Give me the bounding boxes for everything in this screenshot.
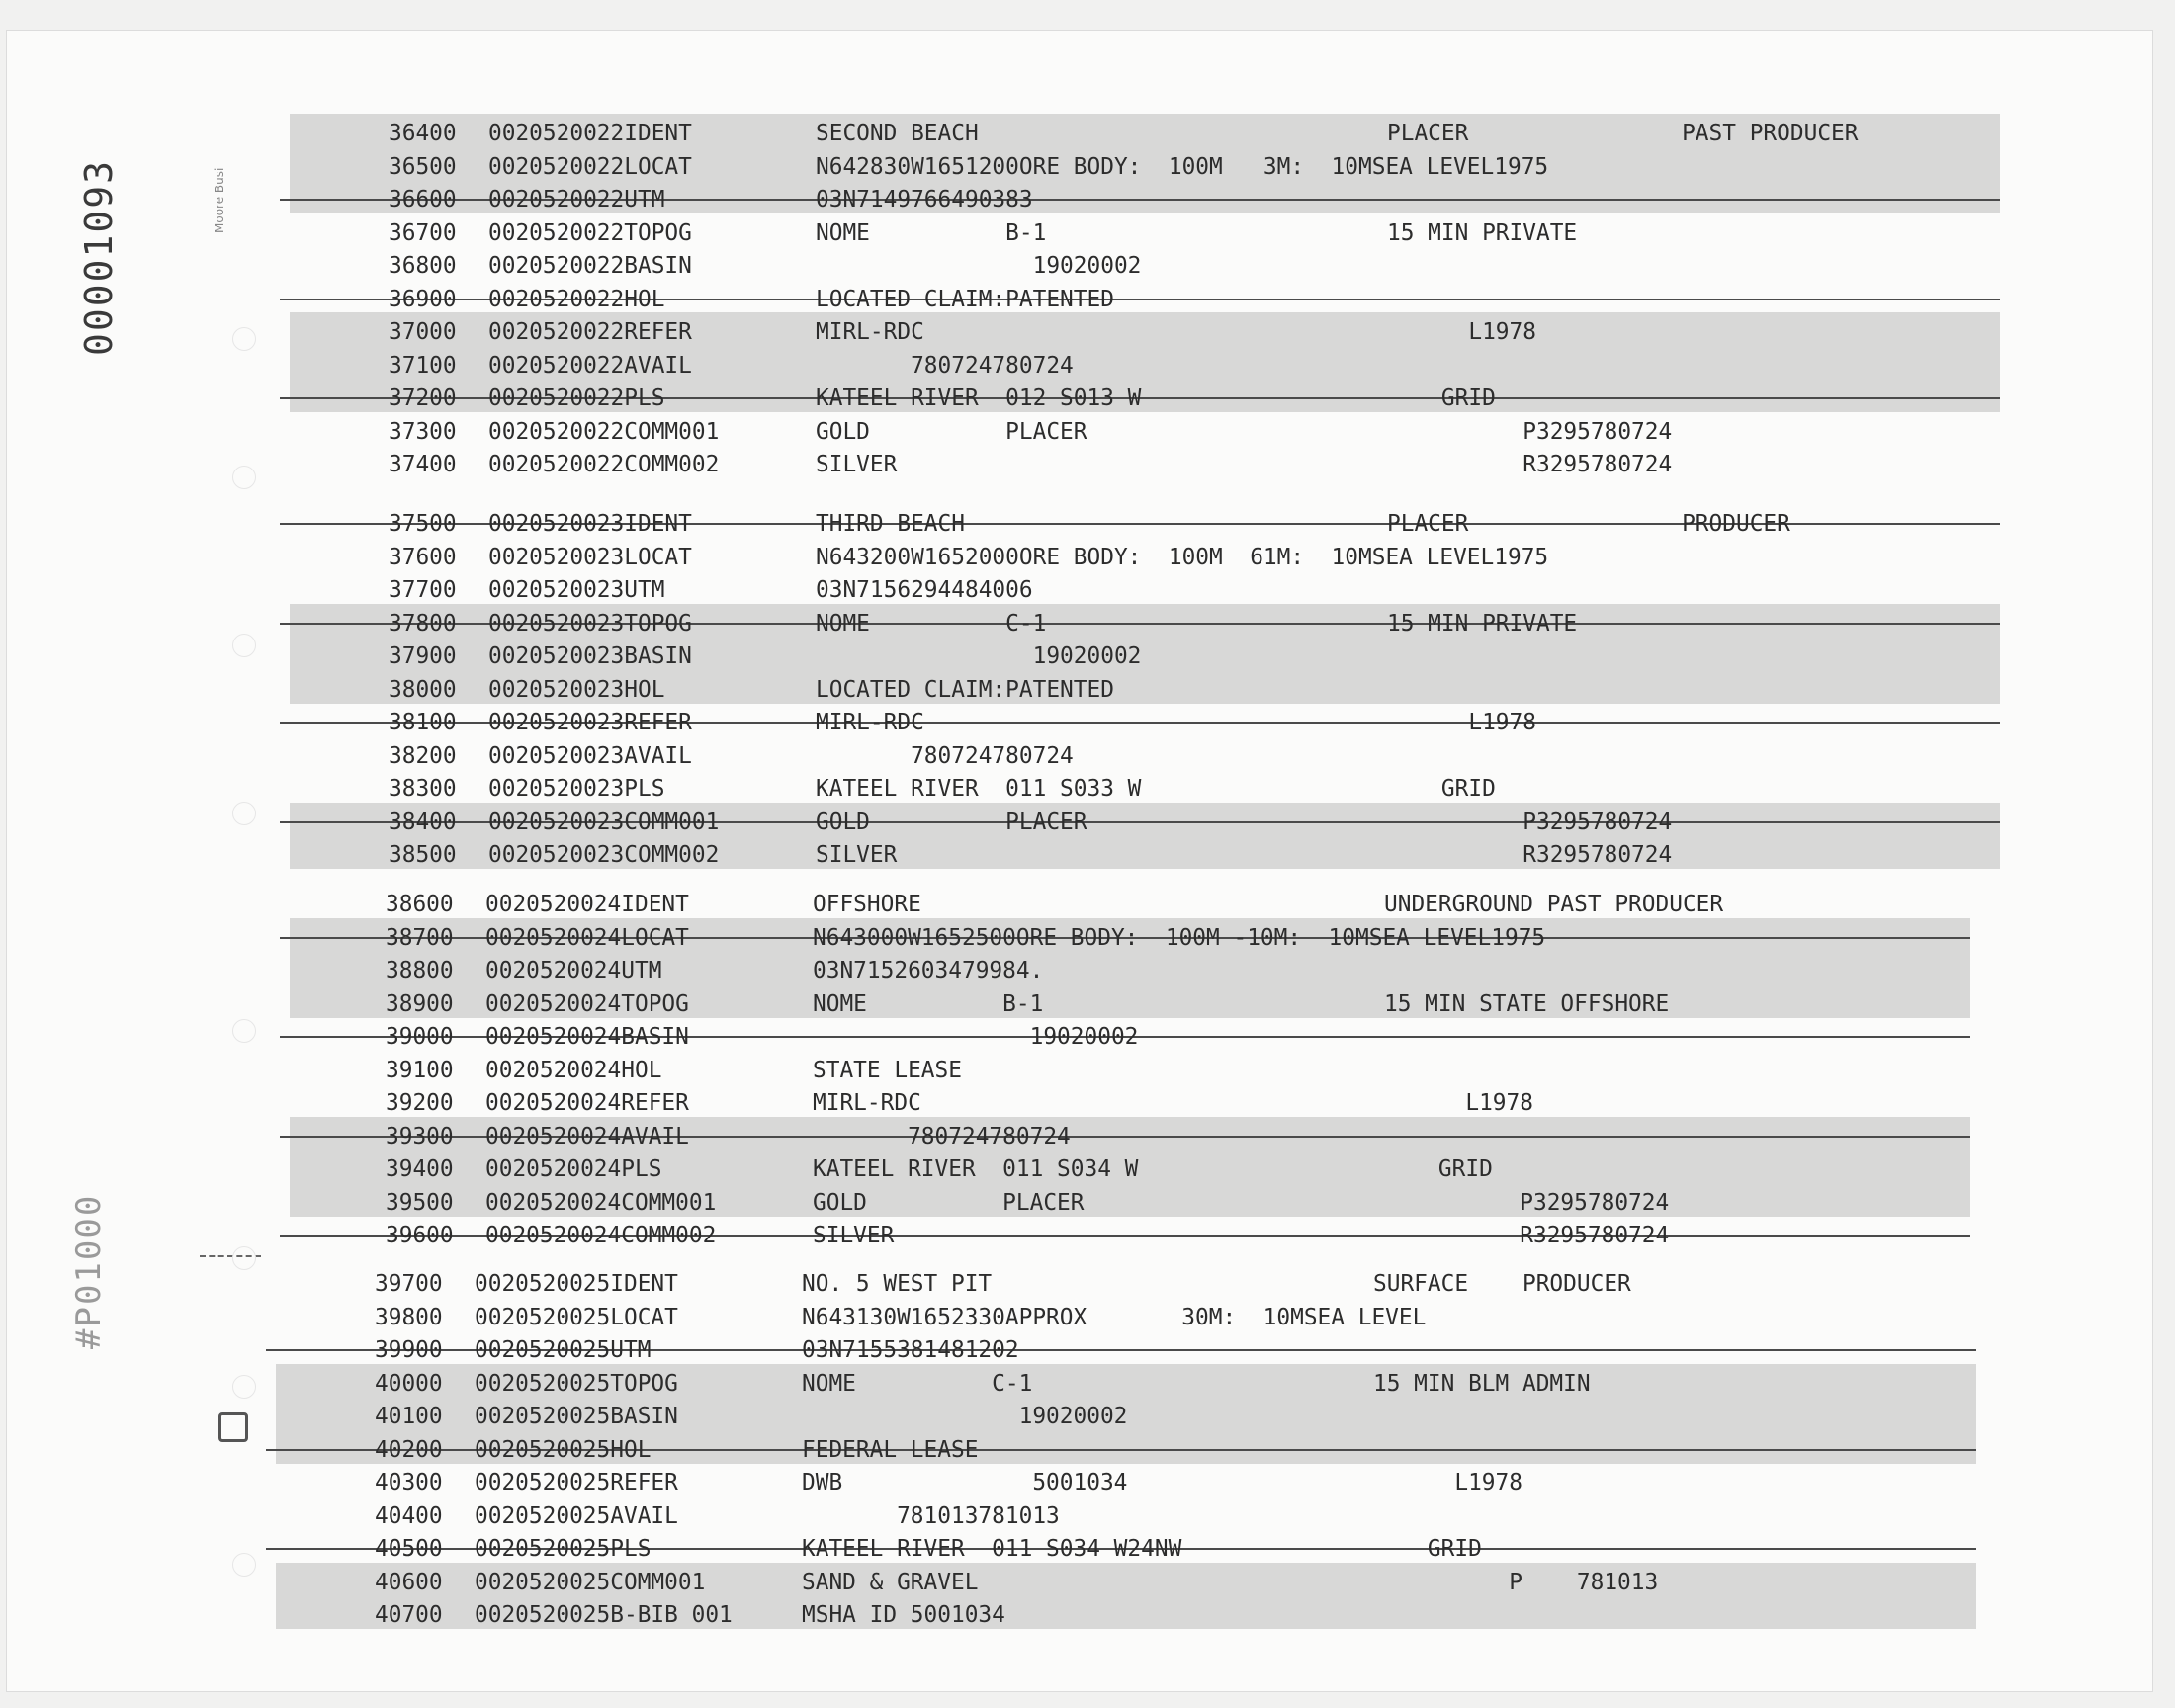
binder-hole — [232, 634, 256, 657]
binder-hole — [232, 1553, 256, 1577]
binder-hole — [232, 1246, 256, 1270]
record-rec: 0020520024PLS — [485, 1156, 662, 1182]
record-rec: 0020520022TOPOG — [488, 219, 692, 246]
record-rec: 0020520023AVAIL — [488, 742, 692, 769]
record-d1: MSHA ID 5001034 — [802, 1602, 1005, 1628]
record-seq: 39800 — [375, 1304, 443, 1330]
binder-hole — [232, 802, 256, 825]
record-d1: NOME C-1 — [816, 610, 1047, 637]
record-rec: 0020520024COMM002 — [485, 1223, 717, 1248]
record-d1: 03N7155381481202 — [802, 1337, 1019, 1363]
record-rec: 0020520025UTM — [475, 1337, 652, 1363]
record-d2: R3295780724 — [1384, 1223, 1670, 1248]
record-d2: P 781013 — [1373, 1569, 1659, 1595]
record-rec: 0020520025AVAIL — [475, 1502, 678, 1529]
record-d1: MIRL-RDC — [816, 319, 924, 345]
record-seq: 40300 — [375, 1470, 443, 1495]
record-d1: STATE LEASE — [813, 1057, 962, 1083]
record-seq: 37800 — [389, 610, 457, 637]
record-rec: 0020520023TOPOG — [488, 610, 692, 637]
record-seq: 38100 — [389, 710, 457, 735]
record-d1: 19020002 — [816, 253, 1142, 279]
record-seq: 36400 — [389, 121, 457, 146]
record-d2: 15 MIN PRIVATE — [1387, 610, 1578, 637]
record-seq: 36600 — [389, 187, 457, 213]
record-d1: N642830W1651200ORE BODY: 100M 3M: 10MSEA LEVEL1975 — [816, 153, 1549, 180]
checkbox-mark — [218, 1412, 248, 1442]
binder-hole — [232, 327, 256, 351]
record-d1: DWB 5001034 — [802, 1470, 1128, 1495]
record-d2: P3295780724 — [1384, 1189, 1670, 1216]
record-rec: 0020520022UTM — [488, 187, 665, 213]
record-rec: 0020520022PLS — [488, 385, 665, 411]
record-d1: OFFSHORE — [813, 892, 921, 917]
record-seq: 40600 — [375, 1569, 443, 1595]
record-rec: 0020520023UTM — [488, 577, 665, 603]
record-rec: 0020520025TOPOG — [475, 1370, 678, 1397]
stamp-bottom: #P01000 — [69, 1193, 109, 1349]
record-seq: 37700 — [389, 577, 457, 603]
record-rec: 0020520023HOL — [488, 676, 665, 703]
record-d1: 781013781013 — [802, 1502, 1060, 1529]
record-rec: 0020520024REFER — [485, 1090, 689, 1116]
record-seq: 40700 — [375, 1602, 443, 1628]
record-d1: GOLD PLACER — [816, 418, 1088, 445]
record-seq: 37200 — [389, 385, 457, 411]
record-rec: 0020520024BASIN — [485, 1024, 689, 1050]
record-seq: 39200 — [386, 1090, 454, 1116]
record-d1: GOLD PLACER — [816, 809, 1088, 835]
record-rec: 0020520025COMM001 — [475, 1569, 706, 1595]
record-d2: R3295780724 — [1387, 842, 1673, 868]
record-seq: 40100 — [375, 1404, 443, 1429]
record-seq: 37400 — [389, 452, 457, 477]
binder-hole — [232, 1375, 256, 1399]
record-d1: 780724780724 — [816, 742, 1074, 769]
record-d2: GRID — [1373, 1536, 1482, 1562]
record-rec: 0020520025LOCAT — [475, 1304, 678, 1330]
record-d3: PAST PRODUCER — [1587, 121, 1859, 146]
record-d2: 15 MIN BLM ADMIN — [1373, 1370, 1591, 1397]
record-rec: 0020520024IDENT — [485, 892, 689, 917]
record-d1: KATEEL RIVER 011 S034 W24NW — [802, 1536, 1182, 1562]
side-label: Moore Busi — [213, 167, 226, 233]
record-d1: SAND & GRAVEL — [802, 1569, 979, 1595]
record-rec: 0020520024HOL — [485, 1057, 662, 1083]
record-rec: 0020520023LOCAT — [488, 544, 692, 570]
record-rec: 0020520025HOL — [475, 1436, 652, 1463]
record-seq: 37600 — [389, 544, 457, 570]
record-d2: L1978 — [1384, 1090, 1533, 1116]
record-rec: 0020520023REFER — [488, 710, 692, 735]
record-seq: 40200 — [375, 1436, 443, 1463]
record-rec: 0020520022REFER — [488, 319, 692, 345]
record-rec: 0020520022BASIN — [488, 253, 692, 279]
record-d1: NO. 5 WEST PIT — [802, 1271, 993, 1297]
record-rec: 0020520022COMM001 — [488, 418, 720, 445]
record-d2: GRID — [1387, 776, 1496, 802]
record-d2: SURFACE PRODUCER — [1373, 1271, 1631, 1297]
record-rec: 0020520022AVAIL — [488, 352, 692, 379]
record-seq: 36900 — [389, 286, 457, 312]
record-rec: 0020520025B-BIB 001 — [475, 1602, 733, 1628]
record-rec: 0020520024COMM001 — [485, 1189, 717, 1216]
record-seq: 38800 — [386, 958, 454, 983]
record-seq: 39600 — [386, 1223, 454, 1248]
record-seq: 39300 — [386, 1123, 454, 1150]
record-d1: SECOND BEACH — [816, 121, 979, 146]
record-seq: 37500 — [389, 511, 457, 537]
record-rec: 0020520023COMM002 — [488, 842, 720, 868]
record-d1: FEDERAL LEASE — [802, 1436, 979, 1463]
record-d1: MIRL-RDC — [813, 1090, 921, 1116]
record-seq: 39500 — [386, 1189, 454, 1216]
record-seq: 38500 — [389, 842, 457, 868]
record-d2: P3295780724 — [1387, 809, 1673, 835]
record-d1: 19020002 — [802, 1404, 1128, 1429]
record-seq: 37100 — [389, 352, 457, 379]
record-rec: 0020520024LOCAT — [485, 924, 689, 951]
stamp-top: 00001093 — [77, 158, 121, 356]
record-rec: 0020520023IDENT — [488, 511, 692, 537]
record-d3: PRODUCER — [1587, 511, 1790, 537]
record-seq: 39100 — [386, 1057, 454, 1083]
record-d1: SILVER — [816, 452, 898, 477]
record-seq: 38300 — [389, 776, 457, 802]
record-d2: PLACER — [1387, 511, 1469, 537]
record-d2: L1978 — [1387, 710, 1536, 735]
record-rec: 0020520022IDENT — [488, 121, 692, 146]
record-seq: 36800 — [389, 253, 457, 279]
record-d2: PLACER — [1387, 121, 1469, 146]
record-d1: 780724780724 — [816, 352, 1074, 379]
record-d1: THIRD BEACH — [816, 511, 965, 537]
record-rec: 0020520024TOPOG — [485, 990, 689, 1017]
record-rec: 0020520022COMM002 — [488, 452, 720, 477]
record-rec: 0020520024AVAIL — [485, 1123, 689, 1150]
record-seq: 39900 — [375, 1337, 443, 1363]
printout-sheet — [6, 30, 2153, 1692]
record-seq: 38000 — [389, 676, 457, 703]
record-d1: SILVER — [816, 842, 898, 868]
record-d2: P3295780724 — [1387, 418, 1673, 445]
record-d1: MIRL-RDC — [816, 710, 924, 735]
record-d2: UNDERGROUND PAST PRODUCER — [1384, 892, 1724, 917]
record-d1: 780724780724 — [813, 1123, 1071, 1150]
record-d1: N643130W1652330APPROX 30M: 10MSEA LEVEL — [802, 1304, 1427, 1330]
record-d1: KATEEL RIVER 012 S013 W — [816, 385, 1142, 411]
record-d2: 15 MIN PRIVATE — [1387, 219, 1578, 246]
record-seq: 36500 — [389, 153, 457, 180]
binder-hole — [232, 1019, 256, 1043]
record-d2: GRID — [1384, 1156, 1493, 1182]
record-rec: 0020520025BASIN — [475, 1404, 678, 1429]
record-d1: KATEEL RIVER 011 S033 W — [816, 776, 1142, 802]
record-seq: 39000 — [386, 1024, 454, 1050]
record-d1: 03N7152603479984. — [813, 958, 1044, 983]
record-d1: 03N7149766490383 — [816, 187, 1033, 213]
record-d1: N643000W1652500ORE BODY: 100M -10M: 10MSEA LEVEL1975 — [813, 924, 1546, 951]
record-seq: 38600 — [386, 892, 454, 917]
record-d1: LOCATED CLAIM:PATENTED — [816, 286, 1114, 312]
record-d1: NOME C-1 — [802, 1370, 1033, 1397]
record-seq: 38400 — [389, 809, 457, 835]
record-d1: LOCATED CLAIM:PATENTED — [816, 676, 1114, 703]
record-seq: 40400 — [375, 1502, 443, 1529]
record-d1: 19020002 — [813, 1024, 1139, 1050]
record-rec: 0020520022HOL — [488, 286, 665, 312]
record-d2: 15 MIN STATE OFFSHORE — [1384, 990, 1670, 1017]
binder-hole — [232, 466, 256, 489]
record-rec: 0020520023COMM001 — [488, 809, 720, 835]
record-seq: 39700 — [375, 1271, 443, 1297]
record-d1: GOLD PLACER — [813, 1189, 1085, 1216]
record-d1: 19020002 — [816, 643, 1142, 669]
record-d1: KATEEL RIVER 011 S034 W — [813, 1156, 1139, 1182]
record-seq: 37300 — [389, 418, 457, 445]
record-rec: 0020520025PLS — [475, 1536, 652, 1562]
record-d1: SILVER — [813, 1223, 895, 1248]
record-d2: R3295780724 — [1387, 452, 1673, 477]
record-seq: 37900 — [389, 643, 457, 669]
record-seq: 36700 — [389, 219, 457, 246]
record-rec: 0020520023PLS — [488, 776, 665, 802]
record-seq: 40000 — [375, 1370, 443, 1397]
record-rec: 0020520023BASIN — [488, 643, 692, 669]
record-seq: 38200 — [389, 742, 457, 769]
record-d1: NOME B-1 — [813, 990, 1044, 1017]
record-d2: L1978 — [1373, 1470, 1522, 1495]
record-rec: 0020520025IDENT — [475, 1271, 678, 1297]
record-rec: 0020520025REFER — [475, 1470, 678, 1495]
record-d2: L1978 — [1387, 319, 1536, 345]
record-seq: 40500 — [375, 1536, 443, 1562]
record-rec: 0020520022LOCAT — [488, 153, 692, 180]
record-d1: NOME B-1 — [816, 219, 1047, 246]
record-seq: 39400 — [386, 1156, 454, 1182]
record-seq: 38900 — [386, 990, 454, 1017]
record-seq: 38700 — [386, 924, 454, 951]
record-d2: GRID — [1387, 385, 1496, 411]
record-d1: 03N7156294484006 — [816, 577, 1033, 603]
record-seq: 37000 — [389, 319, 457, 345]
record-rec: 0020520024UTM — [485, 958, 662, 983]
record-d1: N643200W1652000ORE BODY: 100M 61M: 10MSEA LEVEL1975 — [816, 544, 1549, 570]
